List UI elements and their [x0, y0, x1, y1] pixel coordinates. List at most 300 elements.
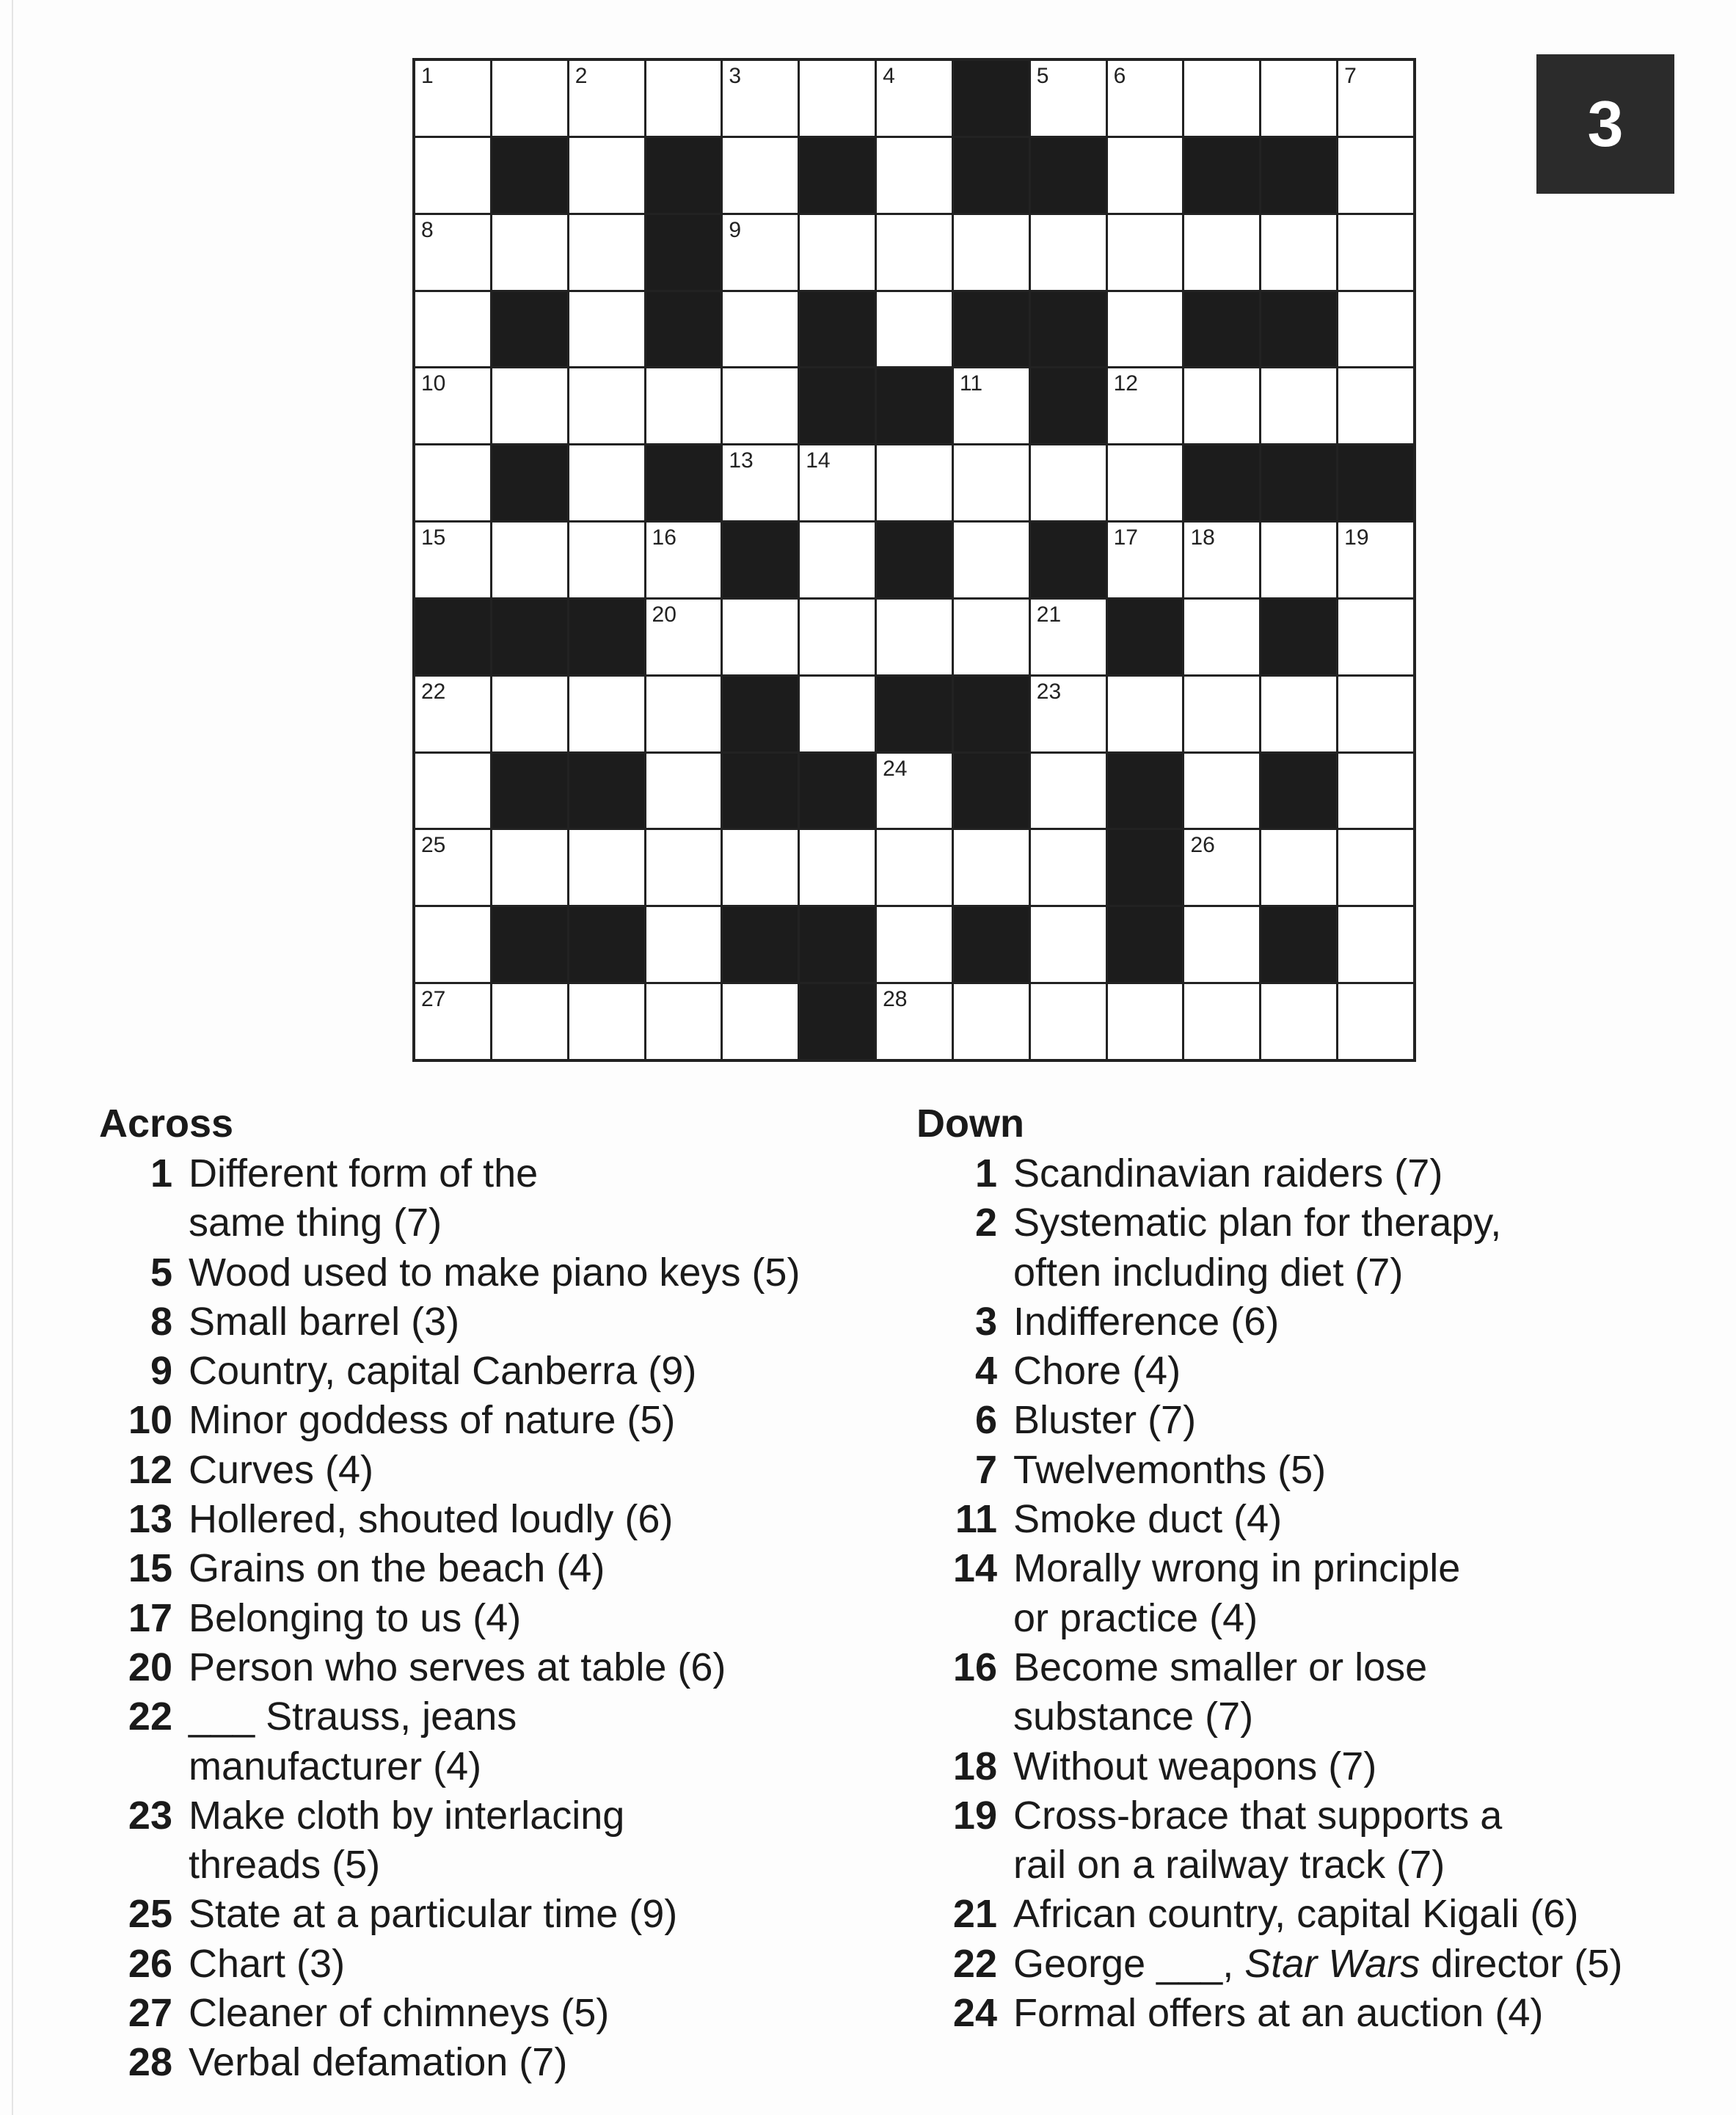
grid-cell-black — [1031, 368, 1106, 443]
grid-cell-black — [800, 984, 875, 1059]
grid-cell-black — [492, 600, 567, 674]
grid-cell[interactable] — [877, 445, 952, 520]
clue-num: 27 — [128, 1991, 172, 2036]
grid-cell-black — [1031, 138, 1106, 213]
grid-cell-black — [1184, 292, 1259, 367]
grid-cell[interactable] — [1108, 523, 1183, 597]
clue-number: 5 — [1036, 64, 1049, 88]
grid-cell-black — [646, 215, 721, 290]
grid-cell-black — [723, 677, 798, 751]
grid-cell[interactable] — [646, 61, 721, 136]
grid-cell[interactable] — [492, 523, 567, 597]
clue-line: or practice (4) — [1013, 1595, 1258, 1640]
grid-cell[interactable] — [723, 830, 798, 905]
across-clue — [99, 1594, 800, 1643]
grid-cell[interactable] — [415, 907, 490, 982]
grid-cell-black — [800, 292, 875, 367]
clue-line: rail on a railway track (7) — [1013, 1843, 1445, 1888]
grid-cell[interactable] — [646, 523, 721, 597]
clue-line: African country, capital Kigali (6) — [1013, 1892, 1579, 1937]
grid-cell-black — [1031, 292, 1106, 367]
clue-num: 8 — [150, 1299, 172, 1344]
down-clue — [916, 1495, 1622, 1544]
across-clue — [99, 1544, 800, 1593]
clue-num: 22 — [952, 1941, 997, 1986]
grid-cell[interactable] — [1108, 292, 1183, 367]
clue-number: 11 — [959, 371, 983, 396]
grid-cell[interactable] — [1184, 61, 1259, 136]
clue-number: 25 — [421, 833, 446, 858]
clue-num: 22 — [128, 1694, 172, 1739]
page-edge — [12, 0, 13, 2115]
down-clue — [916, 1742, 1622, 1791]
across-heading: Across — [99, 1102, 234, 1146]
clue-num: 6 — [974, 1398, 997, 1443]
grid-cell[interactable] — [415, 368, 490, 443]
clue-num: 12 — [128, 1447, 172, 1492]
grid-cell[interactable] — [1108, 677, 1183, 751]
grid-cell-black — [646, 445, 721, 520]
clue-line: Person who serves at table (6) — [189, 1645, 726, 1689]
grid-cell-black — [492, 445, 567, 520]
grid-cell-black — [1261, 754, 1336, 829]
grid-cell-black — [877, 523, 952, 597]
clue-text — [1013, 1791, 1502, 1890]
clue-line: Minor goddess of nature (5) — [189, 1398, 676, 1443]
clue-number: 6 — [1113, 64, 1126, 88]
down-clue — [916, 1989, 1622, 2038]
clue-text — [189, 1940, 345, 1989]
down-clue-list — [916, 1149, 1622, 2038]
clue-line: Without weapons (7) — [1013, 1744, 1377, 1788]
grid-cell[interactable] — [800, 215, 875, 290]
clue-num: 26 — [128, 1941, 172, 1986]
grid-cell[interactable] — [415, 138, 490, 213]
grid-cell-black — [1261, 600, 1336, 674]
grid-cell[interactable] — [415, 984, 490, 1059]
grid-cell[interactable] — [415, 215, 490, 290]
grid-cell[interactable] — [954, 600, 1029, 674]
clue-line: Make cloth by interlacing — [189, 1793, 625, 1838]
clue-line: Cross-brace that supports a — [1013, 1793, 1503, 1838]
grid-cell[interactable] — [1031, 61, 1106, 136]
grid-cell[interactable] — [954, 984, 1029, 1059]
grid-cell[interactable] — [800, 61, 875, 136]
grid-cell[interactable] — [723, 445, 798, 520]
grid-cell[interactable] — [492, 61, 567, 136]
grid-cell[interactable] — [492, 984, 567, 1059]
grid-cell-black — [646, 138, 721, 213]
clue-text — [1013, 1890, 1578, 1939]
grid-cell[interactable] — [415, 523, 490, 597]
grid-cell-black — [954, 907, 1029, 982]
grid-cell[interactable] — [569, 523, 644, 597]
clue-num: 24 — [952, 1991, 997, 2036]
grid-cell[interactable] — [1031, 754, 1106, 829]
grid-cell[interactable] — [1031, 677, 1106, 751]
grid-cell-black — [1338, 445, 1413, 520]
grid-cell[interactable] — [1184, 907, 1259, 982]
clue-text — [189, 1396, 675, 1445]
clue-number: 4 — [883, 64, 895, 88]
grid-cell[interactable] — [646, 754, 721, 829]
clue-number: 20 — [652, 602, 676, 627]
clue-number: 23 — [1036, 679, 1062, 704]
grid-cell[interactable] — [1184, 754, 1259, 829]
clue-text — [1013, 1396, 1196, 1445]
down-clue — [916, 1940, 1622, 1989]
clue-text — [189, 1149, 538, 1248]
grid-cell-black — [569, 600, 644, 674]
grid-cell-black — [1261, 138, 1336, 213]
grid-cell[interactable] — [1108, 445, 1183, 520]
clue-text — [189, 1692, 517, 1791]
grid-cell[interactable] — [492, 368, 567, 443]
clue-text — [1013, 1742, 1376, 1791]
grid-cell[interactable] — [1338, 677, 1413, 751]
clue-num: 7 — [974, 1447, 997, 1492]
grid-cell[interactable] — [1031, 600, 1106, 674]
grid-cell[interactable] — [646, 907, 721, 982]
grid-cell[interactable] — [877, 138, 952, 213]
grid-cell-black — [492, 138, 567, 213]
clue-text — [189, 1791, 624, 1890]
clue-number: 17 — [1113, 525, 1138, 550]
clue-line: Belonging to us (4) — [189, 1595, 522, 1640]
grid-cell[interactable] — [646, 677, 721, 751]
grid-cell[interactable] — [1338, 907, 1413, 982]
clue-part: Star Wars — [1244, 1941, 1420, 1986]
across-clue — [99, 1297, 800, 1347]
clue-line: Cleaner of chimneys (5) — [189, 1991, 610, 2036]
grid-cell[interactable] — [415, 61, 490, 136]
clue-line: Country, capital Canberra (9) — [189, 1349, 697, 1394]
clue-line: Small barrel (3) — [189, 1299, 460, 1344]
clue-line — [1013, 1940, 1622, 1989]
clue-text — [1013, 1989, 1543, 2038]
clue-line: Different form of the — [189, 1151, 539, 1195]
grid-cell[interactable] — [646, 984, 721, 1059]
grid-cell[interactable] — [646, 600, 721, 674]
grid-cell-black — [492, 907, 567, 982]
grid-cell[interactable] — [800, 600, 875, 674]
down-clue — [916, 1297, 1622, 1347]
clue-text — [1013, 1149, 1443, 1198]
crossword-grid — [412, 58, 1416, 1062]
clue-number: 3 — [729, 64, 742, 88]
grid-cell[interactable] — [415, 445, 490, 520]
grid-cell[interactable] — [1184, 677, 1259, 751]
grid-cell-black — [877, 368, 952, 443]
grid-cell-black — [800, 368, 875, 443]
grid-cell-black — [492, 292, 567, 367]
clue-text — [189, 1989, 609, 2038]
grid-cell[interactable] — [1031, 215, 1106, 290]
grid-cell[interactable] — [800, 523, 875, 597]
grid-cell[interactable] — [877, 907, 952, 982]
grid-cell-black — [954, 754, 1029, 829]
clue-line: Curves (4) — [189, 1447, 374, 1492]
grid-cell[interactable] — [492, 830, 567, 905]
clue-number: 2 — [575, 64, 588, 88]
clue-num: 5 — [150, 1250, 172, 1295]
clue-part: director (5) — [1420, 1941, 1623, 1986]
clue-number: 7 — [1344, 64, 1357, 88]
grid-cell[interactable] — [1338, 368, 1413, 443]
across-clue — [99, 1149, 800, 1248]
grid-cell[interactable] — [1108, 61, 1183, 136]
across-clue — [99, 1396, 800, 1445]
grid-cell[interactable] — [1108, 138, 1183, 213]
grid-cell[interactable] — [415, 830, 490, 905]
grid-cell[interactable] — [569, 830, 644, 905]
clue-line: Systematic plan for therapy, — [1013, 1201, 1502, 1245]
clue-line: Become smaller or lose — [1013, 1645, 1428, 1689]
grid-cell[interactable] — [954, 523, 1029, 597]
grid-cell-black — [1108, 907, 1183, 982]
grid-cell[interactable] — [723, 600, 798, 674]
clue-number: 13 — [729, 448, 754, 473]
grid-cell[interactable] — [1338, 754, 1413, 829]
clue-text — [189, 2038, 567, 2087]
clue-line: Grains on the beach (4) — [189, 1546, 605, 1591]
grid-cell[interactable] — [1261, 984, 1336, 1059]
grid-cell[interactable] — [1338, 523, 1413, 597]
grid-cell[interactable] — [800, 445, 875, 520]
grid-cell[interactable] — [569, 984, 644, 1059]
grid-cell[interactable] — [569, 677, 644, 751]
grid-cell[interactable] — [1184, 523, 1259, 597]
clue-text — [1013, 1643, 1427, 1742]
clue-number: 1 — [421, 64, 434, 88]
grid-cell[interactable] — [723, 984, 798, 1059]
clue-text — [189, 1890, 677, 1939]
across-clue — [99, 1692, 800, 1791]
clue-num: 17 — [128, 1595, 172, 1640]
clue-num: 1 — [150, 1151, 172, 1195]
clue-line: Scandinavian raiders (7) — [1013, 1151, 1443, 1195]
grid-cell-black — [1184, 445, 1259, 520]
down-clue — [916, 1198, 1622, 1297]
clue-num: 19 — [952, 1793, 997, 1838]
grid-cell[interactable] — [723, 215, 798, 290]
grid-cell[interactable] — [415, 754, 490, 829]
grid-cell[interactable] — [954, 215, 1029, 290]
grid-cell[interactable] — [877, 754, 952, 829]
grid-cell[interactable] — [1184, 368, 1259, 443]
clue-text — [1013, 1544, 1460, 1643]
down-clue — [916, 1347, 1622, 1396]
grid-cell[interactable] — [1261, 830, 1336, 905]
grid-cell[interactable] — [1338, 61, 1413, 136]
grid-cell[interactable] — [1338, 984, 1413, 1059]
clue-num: 3 — [974, 1299, 997, 1344]
clue-number: 28 — [883, 987, 908, 1012]
across-clue — [99, 1347, 800, 1396]
grid-cell[interactable] — [1261, 368, 1336, 443]
grid-cell[interactable] — [569, 138, 644, 213]
down-clue — [916, 1446, 1622, 1495]
clue-number: 10 — [421, 371, 446, 396]
grid-cell[interactable] — [1108, 984, 1183, 1059]
grid-cell[interactable] — [1338, 138, 1413, 213]
grid-cell[interactable] — [1338, 215, 1413, 290]
clue-num: 13 — [128, 1497, 172, 1542]
grid-cell-black — [800, 138, 875, 213]
across-clue — [99, 1643, 800, 1692]
grid-cell-black — [1108, 600, 1183, 674]
across-clue — [99, 1791, 800, 1890]
grid-cell[interactable] — [1338, 292, 1413, 367]
grid-cell[interactable] — [800, 830, 875, 905]
grid-cell-black — [800, 754, 875, 829]
grid-cell[interactable] — [1261, 677, 1336, 751]
clue-line: same thing (7) — [189, 1201, 442, 1245]
clue-number: 22 — [421, 679, 446, 704]
grid-cell[interactable] — [954, 830, 1029, 905]
grid-cell[interactable] — [569, 215, 644, 290]
grid-cell[interactable] — [877, 600, 952, 674]
clue-line: Bluster (7) — [1013, 1398, 1197, 1443]
clue-num: 15 — [128, 1546, 172, 1591]
grid-cell[interactable] — [1031, 830, 1106, 905]
clue-text — [1013, 1495, 1282, 1544]
clue-text — [189, 1347, 696, 1396]
grid-cell-black — [1261, 292, 1336, 367]
grid-cell[interactable] — [723, 368, 798, 443]
clue-line: Formal offers at an auction (4) — [1013, 1991, 1544, 2036]
clue-text — [189, 1643, 726, 1692]
grid-cell-black — [492, 754, 567, 829]
grid-cell[interactable] — [877, 984, 952, 1059]
clue-number: 27 — [421, 987, 446, 1012]
grid-cell[interactable] — [1184, 215, 1259, 290]
grid-cell[interactable] — [1184, 600, 1259, 674]
grid-cell[interactable] — [954, 445, 1029, 520]
grid-cell-black — [1108, 830, 1183, 905]
grid-cell[interactable] — [1031, 907, 1106, 982]
down-clue — [916, 1890, 1622, 1939]
clue-number: 8 — [421, 217, 434, 242]
grid-cell[interactable] — [569, 368, 644, 443]
down-clues — [916, 1098, 1622, 2038]
grid-cell[interactable] — [1184, 830, 1259, 905]
grid-cell-black — [1108, 754, 1183, 829]
grid-cell[interactable] — [415, 292, 490, 367]
grid-cell[interactable] — [415, 677, 490, 751]
grid-cell[interactable] — [1338, 830, 1413, 905]
clue-num: 21 — [952, 1892, 997, 1937]
clue-num: 9 — [150, 1349, 172, 1394]
clue-number: 19 — [1344, 525, 1369, 550]
grid-cell[interactable] — [1261, 61, 1336, 136]
grid-cell[interactable] — [1338, 600, 1413, 674]
clue-line: Chore (4) — [1013, 1349, 1181, 1394]
down-clue — [916, 1544, 1622, 1643]
grid-cell[interactable] — [569, 61, 644, 136]
across-clue — [99, 1446, 800, 1495]
across-clues — [99, 1098, 800, 2088]
grid-cell-black — [415, 600, 490, 674]
grid-cell[interactable] — [877, 61, 952, 136]
clue-line: threads (5) — [189, 1843, 381, 1888]
across-clue — [99, 1495, 800, 1544]
clue-number: 12 — [1113, 371, 1138, 396]
clue-text — [1013, 1940, 1622, 1989]
clue-number: 24 — [883, 756, 908, 781]
grid-cell[interactable] — [492, 677, 567, 751]
clue-number: 26 — [1190, 833, 1215, 858]
grid-cell[interactable] — [1108, 215, 1183, 290]
grid-cell[interactable] — [1184, 984, 1259, 1059]
clue-num: 10 — [128, 1398, 172, 1443]
clue-text — [189, 1446, 373, 1495]
clue-line: Twelvemonths (5) — [1013, 1447, 1327, 1492]
grid-cell[interactable] — [1031, 984, 1106, 1059]
grid-cell[interactable] — [492, 215, 567, 290]
down-clue — [916, 1149, 1622, 1198]
grid-cell-black — [877, 677, 952, 751]
grid-cell-black — [1261, 907, 1336, 982]
across-clue — [99, 1248, 800, 1297]
grid-cell[interactable] — [877, 830, 952, 905]
grid-cell[interactable] — [954, 368, 1029, 443]
clue-line: often including diet (7) — [1013, 1250, 1404, 1295]
clue-num: 1 — [974, 1151, 997, 1195]
clue-num: 18 — [952, 1744, 997, 1788]
clue-num: 20 — [128, 1645, 172, 1689]
clue-num: 16 — [952, 1645, 997, 1689]
grid-cell[interactable] — [723, 138, 798, 213]
grid-cell[interactable] — [877, 292, 952, 367]
grid-cell[interactable] — [646, 368, 721, 443]
grid-cell[interactable] — [723, 61, 798, 136]
grid-cell-black — [723, 907, 798, 982]
clue-number: 18 — [1190, 525, 1215, 550]
clue-number: 16 — [652, 525, 676, 550]
down-clue — [916, 1396, 1622, 1445]
clue-text — [1013, 1446, 1326, 1495]
clue-line: manufacturer (4) — [189, 1744, 482, 1788]
grid-cell-black — [569, 754, 644, 829]
across-clue — [99, 1989, 800, 2038]
grid-cell[interactable] — [800, 677, 875, 751]
clue-line: substance (7) — [1013, 1694, 1254, 1739]
clue-part: George ___, — [1013, 1941, 1245, 1986]
grid-cell-black — [569, 907, 644, 982]
clue-text — [189, 1594, 521, 1643]
down-clue — [916, 1643, 1622, 1742]
grid-cell-black — [646, 292, 721, 367]
grid-cell[interactable] — [1031, 445, 1106, 520]
clue-num: 28 — [128, 2040, 172, 2085]
grid-cell[interactable] — [1108, 368, 1183, 443]
grid-cell[interactable] — [1261, 215, 1336, 290]
grid-cell[interactable] — [646, 830, 721, 905]
grid-cell[interactable] — [723, 292, 798, 367]
grid-cell-black — [954, 677, 1029, 751]
grid-cell-black — [1031, 523, 1106, 597]
grid-cell-black — [723, 754, 798, 829]
grid-cell-black — [954, 61, 1029, 136]
grid-cell[interactable] — [569, 445, 644, 520]
puzzle-number-badge: 3 — [1536, 54, 1674, 194]
across-clue — [99, 1940, 800, 1989]
grid-cell[interactable] — [877, 215, 952, 290]
grid-cell[interactable] — [1261, 523, 1336, 597]
grid-cell[interactable] — [569, 292, 644, 367]
clue-line: ___ Strauss, jeans — [189, 1694, 517, 1739]
